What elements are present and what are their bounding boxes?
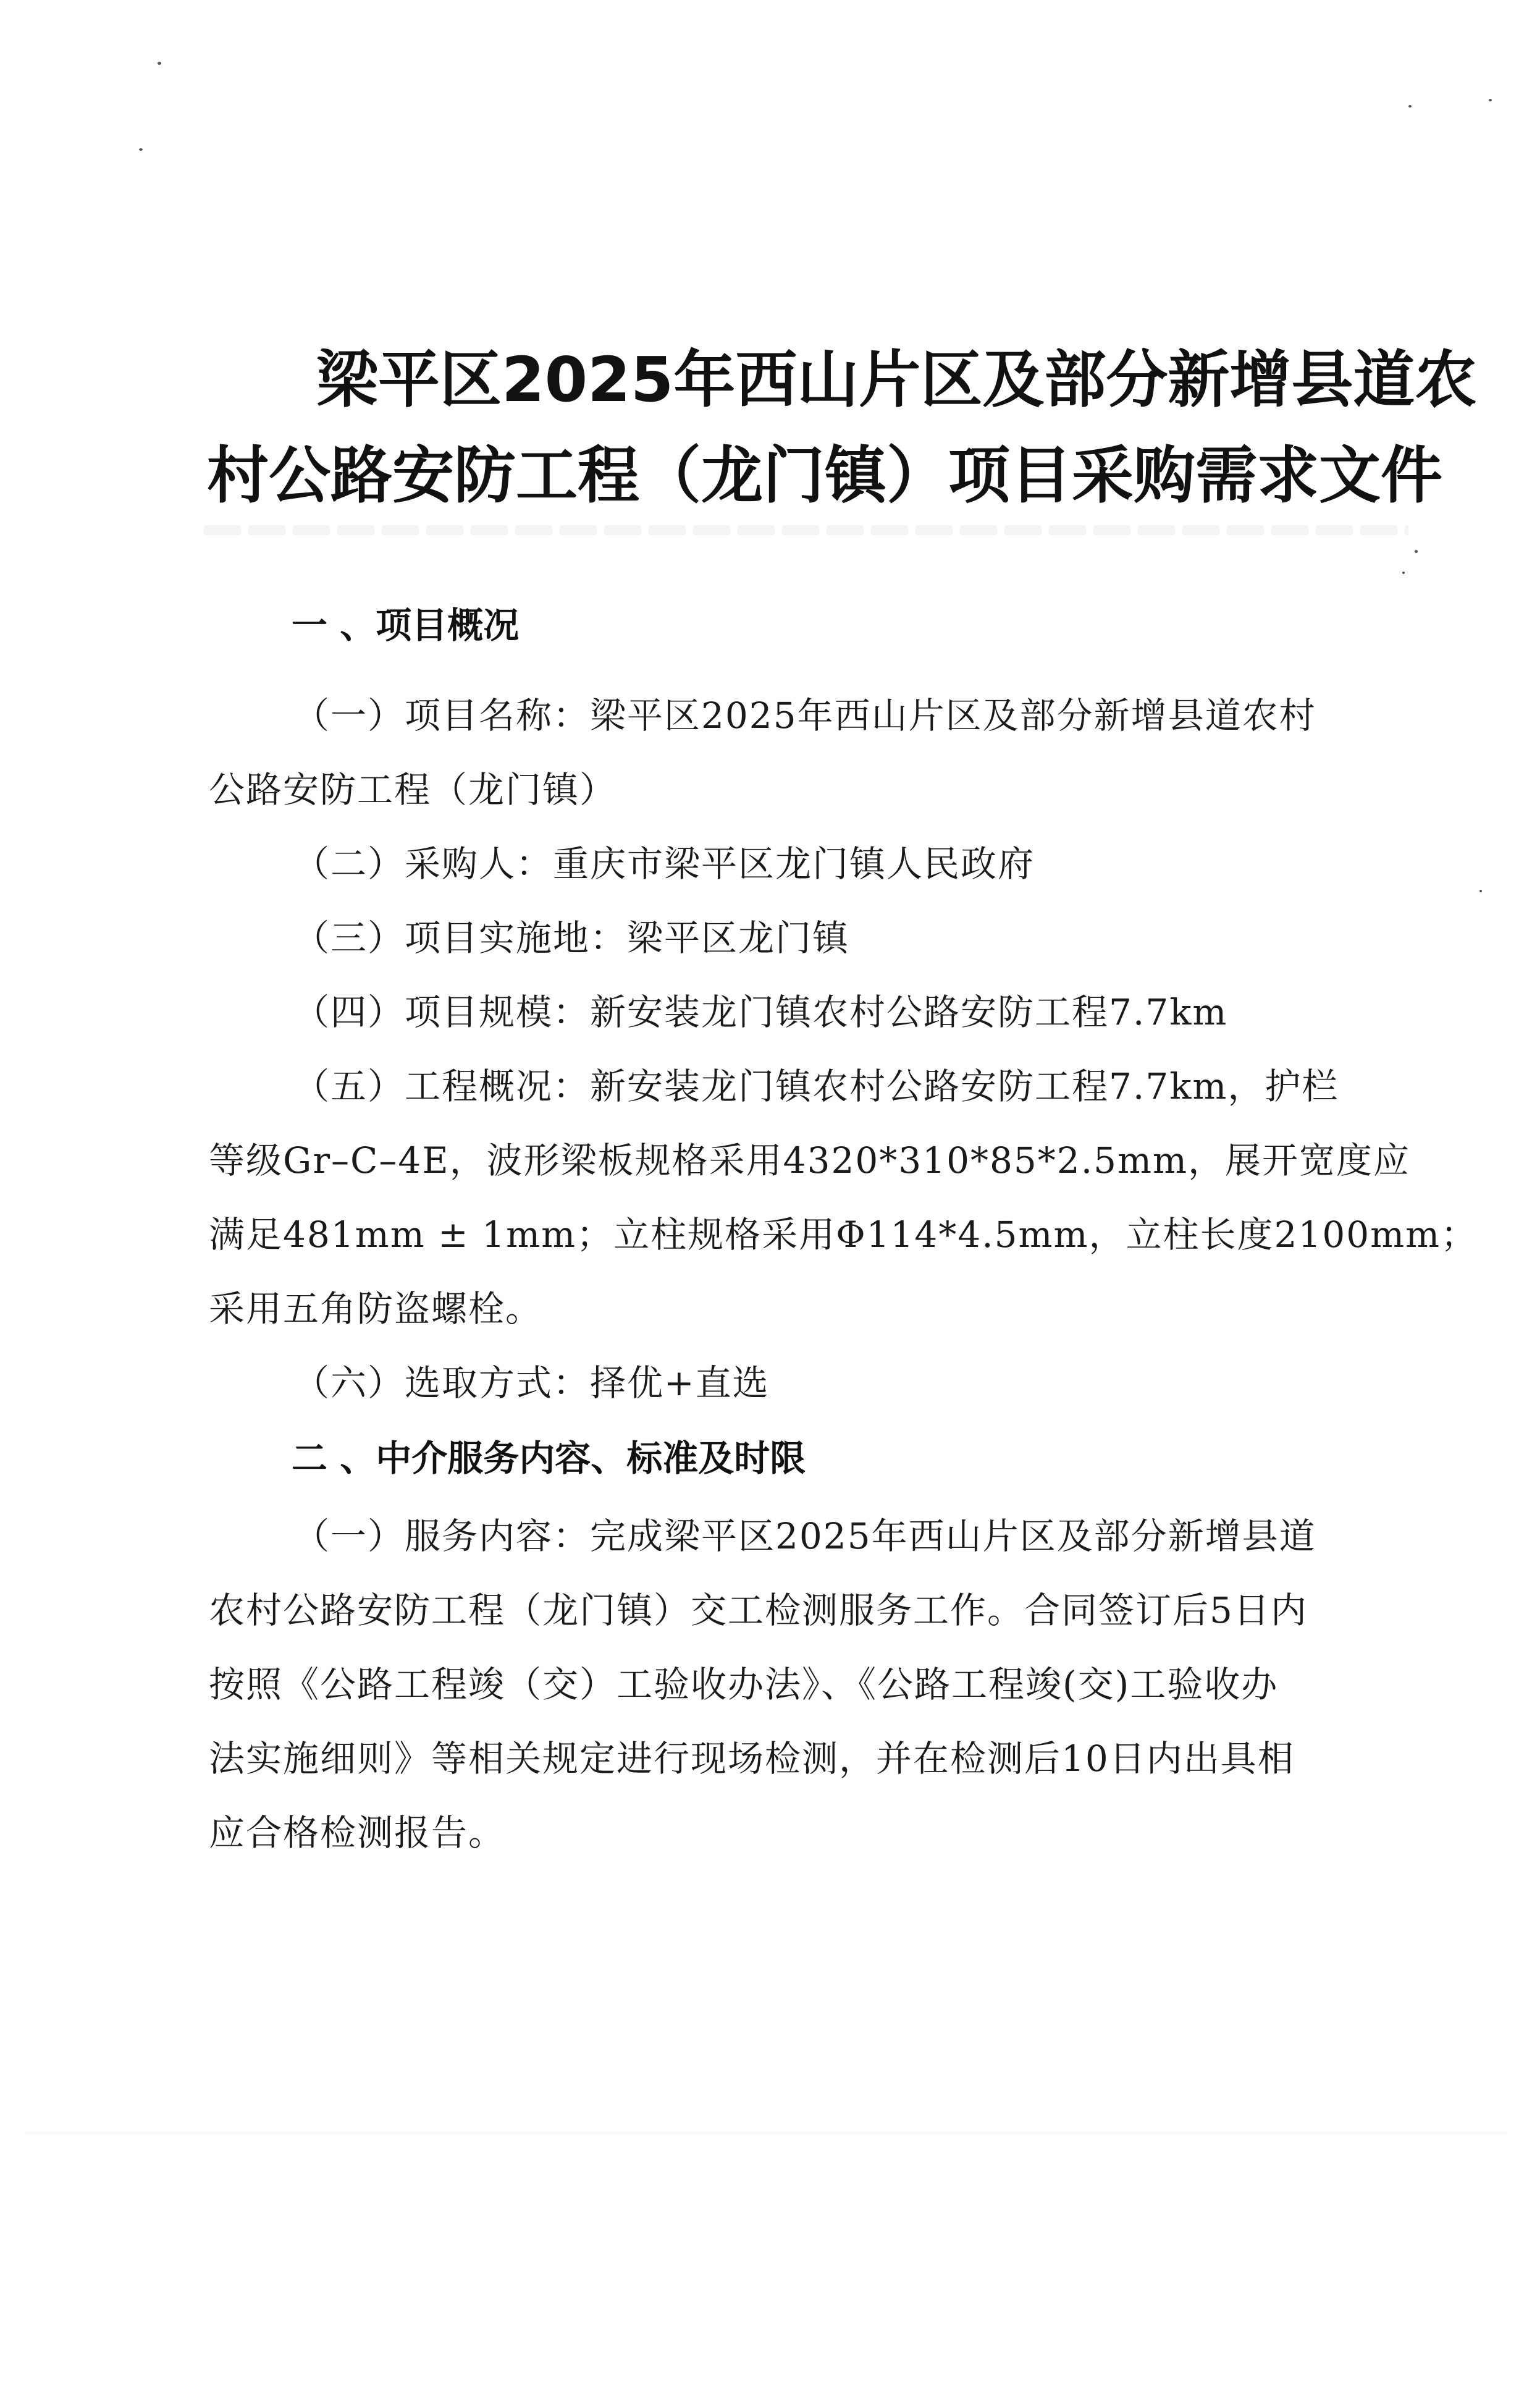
scan-speck xyxy=(139,148,143,151)
item-service-content-line-3: 按照《公路工程竣（交）工验收办法》、《公路工程竣(交)工验收办 xyxy=(209,1663,1279,1705)
scan-edge xyxy=(25,2132,1507,2134)
scan-speck xyxy=(158,62,161,65)
scan-speck xyxy=(1408,105,1412,108)
item-overview-line-1: （五）工程概况：新安装龙门镇农村公路安防工程7.7km，护栏 xyxy=(293,1065,1339,1107)
scan-speck xyxy=(1415,550,1418,553)
bleed-through-shadow xyxy=(204,525,1408,535)
item-service-content-line-4: 法实施细则》等相关规定进行现场检测，并在检测后10日内出具相 xyxy=(209,1738,1295,1780)
item-service-content-line-5: 应合格检测报告。 xyxy=(209,1812,506,1854)
item-project-name-line-2: 公路安防工程（龙门镇） xyxy=(209,769,617,811)
scan-speck xyxy=(1402,572,1405,574)
item-selection-method: （六）选取方式：择优+直选 xyxy=(293,1362,770,1404)
item-purchaser: （二）采购人：重庆市梁平区龙门镇人民政府 xyxy=(293,843,1035,885)
section-heading-services: 二 、中介服务内容、标准及时限 xyxy=(292,1437,806,1479)
scan-speck xyxy=(1479,890,1482,892)
document-title-line-1: 梁平区2025年西山片区及部分新增县道农 xyxy=(316,344,1477,416)
scan-speck xyxy=(1489,99,1492,101)
document-title-line-2: 村公路安防工程（龙门镇）项目采购需求文件 xyxy=(207,439,1442,512)
item-project-name-line-1: （一）项目名称：梁平区2025年西山片区及部分新增县道农村 xyxy=(293,695,1316,737)
item-overview-line-4: 采用五角防盗螺栓。 xyxy=(209,1288,543,1330)
item-service-content-line-1: （一）服务内容：完成梁平区2025年西山片区及部分新增县道 xyxy=(293,1515,1316,1557)
item-service-content-line-2: 农村公路安防工程（龙门镇）交工检测服务工作。合同签订后5日内 xyxy=(209,1589,1308,1631)
section-heading-overview: 一 、项目概况 xyxy=(292,604,520,646)
item-scale: （四）项目规模：新安装龙门镇农村公路安防工程7.7km xyxy=(293,991,1228,1033)
item-location: （三）项目实施地：梁平区龙门镇 xyxy=(293,917,850,959)
item-overview-line-3: 满足481mm ± 1mm；立柱规格采用Φ114*4.5mm，立柱长度2100mm； xyxy=(209,1214,1478,1256)
item-overview-line-2: 等级Gr–C–4E，波形梁板规格采用4320*310*85*2.5mm，展开宽度应 xyxy=(209,1139,1411,1181)
